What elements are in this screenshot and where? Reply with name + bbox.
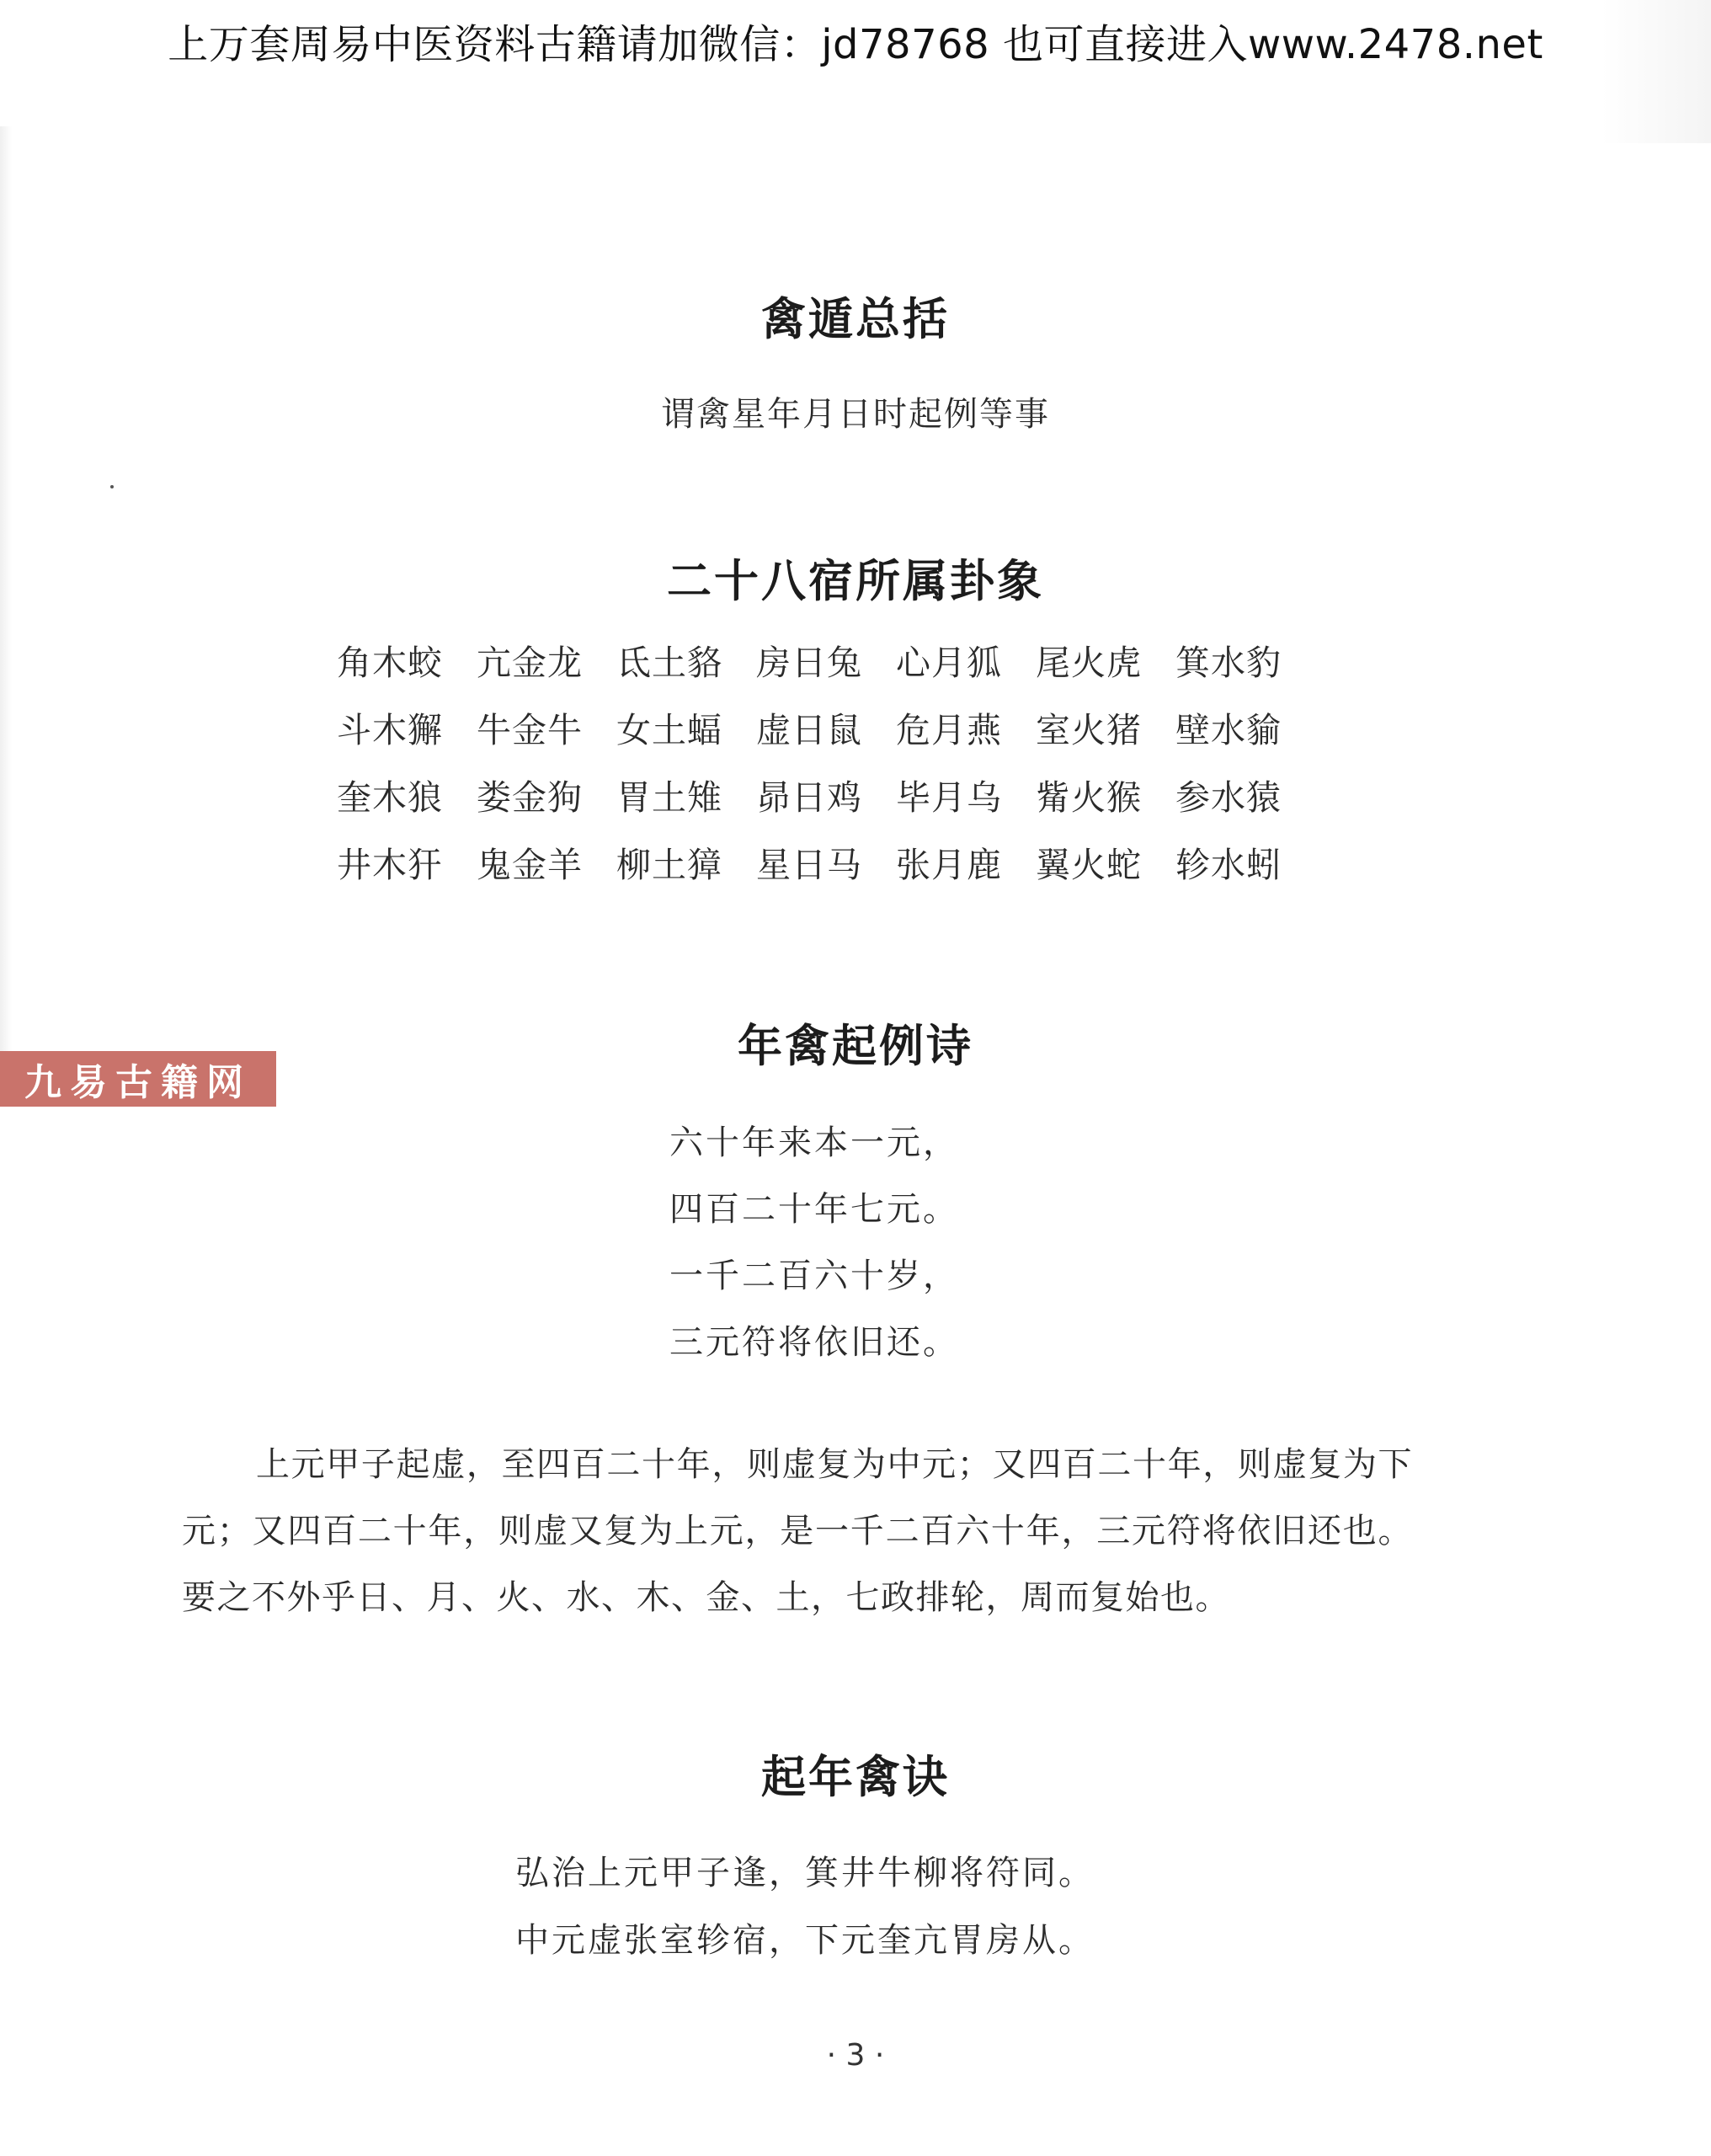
section-title-mansions: 二十八宿所属卦象 xyxy=(667,555,1044,607)
mansion-cell: 井木犴 xyxy=(337,845,443,885)
mansion-cell: 轸水蚓 xyxy=(1175,845,1282,885)
mansion-cell: 室火猪 xyxy=(1036,710,1142,750)
mansion-cell: 胃土雉 xyxy=(616,777,722,818)
mansion-cell: 亢金龙 xyxy=(477,643,583,683)
mansion-cell: 牛金牛 xyxy=(477,710,583,750)
stamp-text: 九易古籍网 xyxy=(24,1061,252,1104)
mansion-cell: 心月狐 xyxy=(896,643,1002,683)
poem-line: 六十年来本一元， xyxy=(669,1123,959,1162)
formula-line: 弘治上元甲子逢，箕井牛柳将符同。 xyxy=(515,1854,1095,1892)
mansion-cell: 柳土獐 xyxy=(616,845,722,885)
explanation-paragraph: 上元甲子起虚，至四百二十年，则虚复为中元；又四百二十年，则虚复为下元；又四百二十年，则虚又复为上元，是一千二百六十年，三元符将依旧还也。要之不外乎日、月、火、水、木、金、土，七政排轮，周而复始也。 xyxy=(182,1445,1413,1617)
mansion-cell: 尾火虎 xyxy=(1036,643,1142,683)
formula-line: 中元虚张室轸宿，下元奎亢胃房从。 xyxy=(515,1921,1095,1960)
mansion-cell: 女土蝠 xyxy=(616,710,722,750)
section-subtitle-overview: 谓禽星年月日时起例等事 xyxy=(661,395,1050,434)
section-title-year-formula: 起年禽诀 xyxy=(761,1751,950,1803)
mansion-cell: 张月鹿 xyxy=(896,845,1002,885)
mansion-cell: 斗木獬 xyxy=(337,710,443,750)
mansion-cell: 昴日鸡 xyxy=(756,777,862,818)
mansion-cell: 奎木狼 xyxy=(337,777,443,818)
mansion-cell: 娄金狗 xyxy=(477,777,583,818)
mansion-cell: 箕水豹 xyxy=(1175,643,1282,683)
mansion-grid xyxy=(337,642,1315,886)
mansion-cell: 虚日鼠 xyxy=(756,710,862,750)
mansion-cell: 毕月乌 xyxy=(896,777,1002,818)
mansion-cell: 星日马 xyxy=(756,845,862,885)
mansion-cell: 氐土貉 xyxy=(616,643,722,683)
mansion-cell: 危月燕 xyxy=(896,710,1002,750)
mansion-cell: 角木蛟 xyxy=(337,643,443,683)
mansion-cell: 翼火蛇 xyxy=(1036,845,1142,885)
mansion-cell: 壁水貐 xyxy=(1175,710,1282,750)
page-number: · 3 · xyxy=(826,2038,885,2073)
mansion-cell: 觜火猴 xyxy=(1036,777,1142,818)
scan-edge-shadow xyxy=(0,126,12,1095)
section-title-year-poem: 年禽起例诗 xyxy=(738,1020,973,1072)
section-title-overview: 禽遁总括 xyxy=(761,293,950,345)
scan-speck xyxy=(110,485,114,488)
mansion-cell: 参水猿 xyxy=(1175,777,1282,818)
watermark-text: 上万套周易中医资料古籍请加微信：jd78768 也可直接进入www.2478.net xyxy=(168,21,1543,68)
mansion-cell: 房日兔 xyxy=(756,643,862,683)
mansion-cell: 鬼金羊 xyxy=(477,845,583,885)
poem-line: 三元符将依旧还。 xyxy=(669,1323,959,1362)
poem-line: 四百二十年七元。 xyxy=(669,1190,959,1229)
poem-line: 一千二百六十岁， xyxy=(669,1257,959,1295)
